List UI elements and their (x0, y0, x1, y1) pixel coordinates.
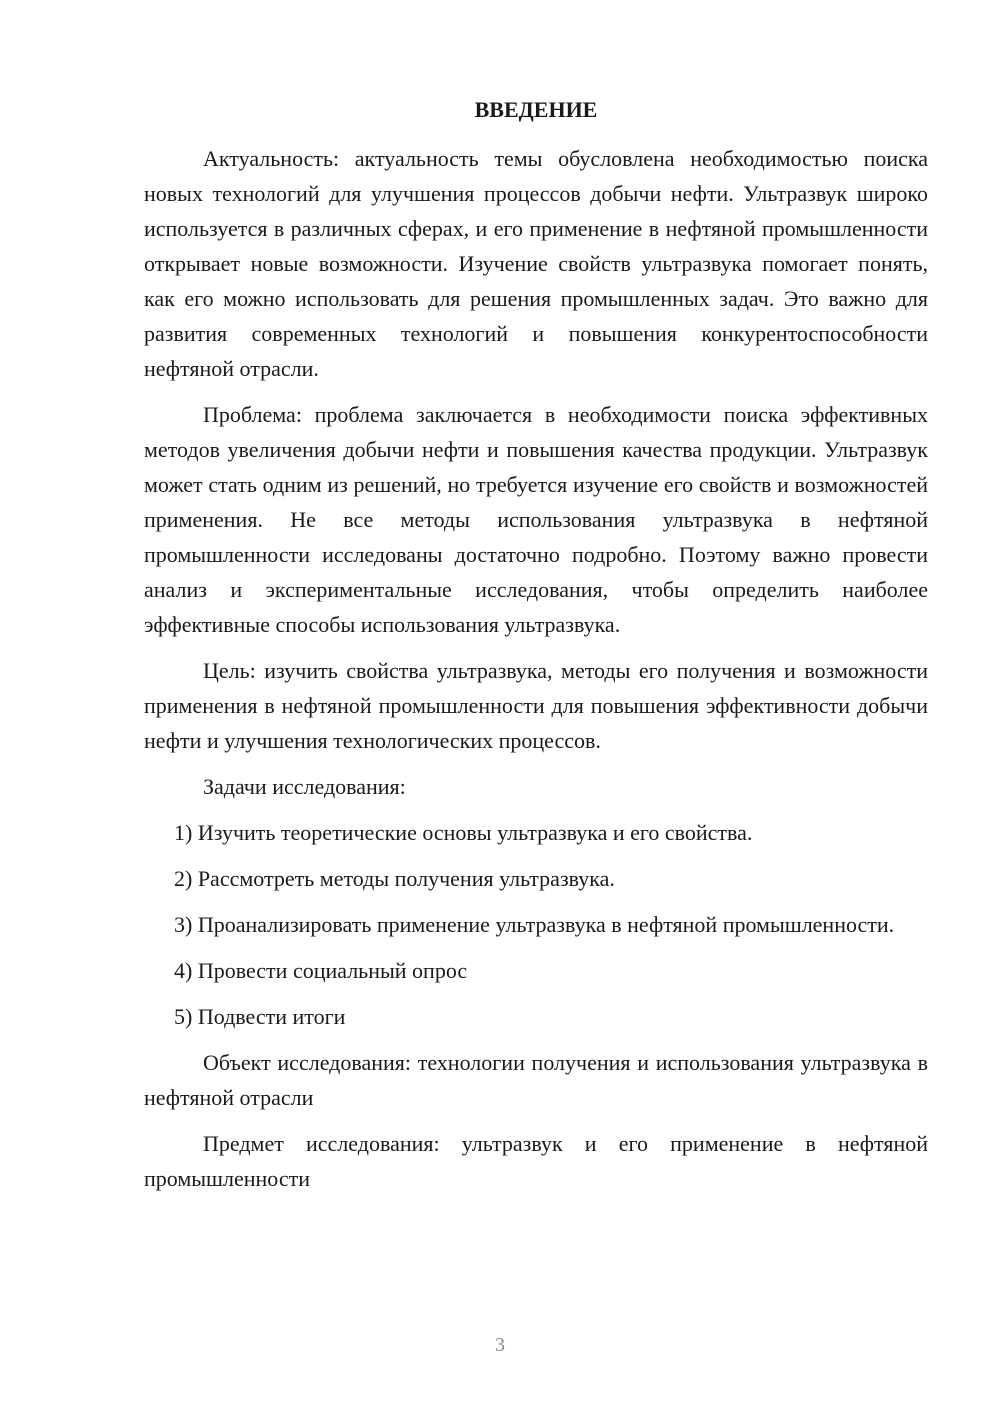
task-item-5: 5) Подвести итоги (174, 1004, 346, 1029)
document-page (144, 92, 928, 1207)
paragraph-tasks-heading: Задачи исследования: (203, 774, 406, 799)
task-item-1: 1) Изучить теоретические основы ультразвука и его свойства. (174, 820, 753, 845)
task-item-3: 3) Проанализировать применение ультразвука в нефтяной промышленности. (174, 912, 895, 937)
page-title: ВВЕДЕНИЕ (474, 97, 598, 122)
paragraph-relevance: Актуальность: актуальность темы обусловлена необходимостью поиска новых технологий для улучшения процессов добычи нефти. Ультразвук широко используется в различных сферах, и его применение в нефтяной промышленности открывает новые возможности. Изучение свойств ультразвука помогает понять, как его можно использовать для решения промышленных задач. Это важно для развития современных технологий и повышения конкурентоспособности нефтяной отрасли. (144, 146, 928, 381)
task-item-4: 4) Провести социальный опрос (174, 958, 468, 983)
page-number: 3 (495, 1334, 505, 1356)
paragraph-goal: Цель: изучить свойства ультразвука, методы его получения и возможности применения в нефтяной промышленности для повышения эффективности добычи нефти и улучшения технологических процессов. (144, 658, 928, 753)
paragraph-subject: Предмет исследования: ультразвук и его применение в нефтяной промышленности (144, 1131, 928, 1191)
paragraph-problem: Проблема: проблема заключается в необходимости поиска эффективных методов увеличения добычи нефти и повышения качества продукции. Ультразвук может стать одним из решений, но требуется изучение его свойств и возможностей применения. Не все методы использования ультразвука в нефтяной промышленности исследованы достаточно подробно. Поэтому важно провести анализ и экспериментальные исследования, чтобы определить наиболее эффективные способы использования ультразвука. (144, 402, 928, 637)
task-item-2: 2) Рассмотреть методы получения ультразвука. (174, 866, 615, 891)
paragraph-object: Объект исследования: технологии получения и использования ультразвука в нефтяной отрасли (144, 1050, 928, 1110)
